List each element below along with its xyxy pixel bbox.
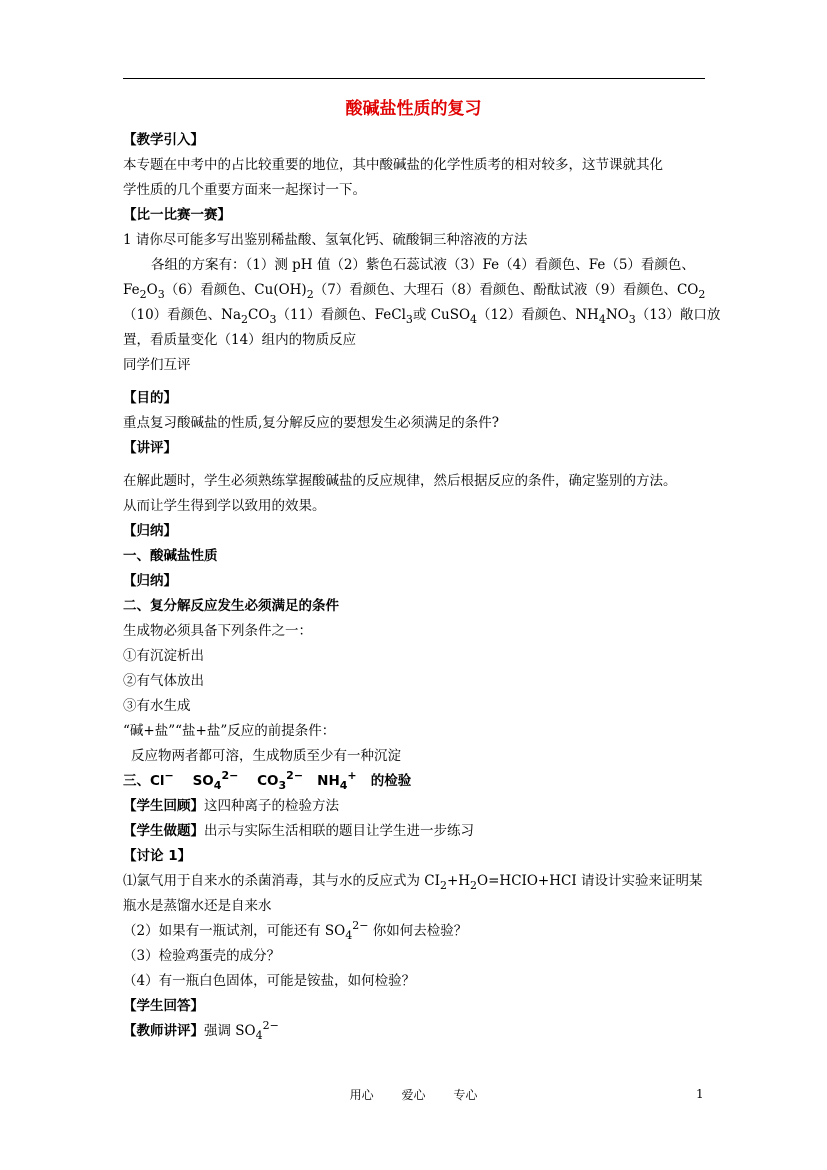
subscript: 4 [339, 779, 348, 792]
paragraph: 在解此题时，学生必须熟练掌握酸碱盐的反应规律，然后根据反应的条件，确定鉴别的方法。 [123, 473, 677, 489]
text-fragment: Fe [123, 282, 140, 298]
footer-word: 爱心 [401, 1088, 426, 1102]
paragraph: 重点复习酸碱盐的性质,复分解反应的要想发生必须满足的条件? [123, 415, 500, 431]
superscript: − [164, 769, 174, 782]
text-fragment: 这四种离子的检验方法 [204, 798, 339, 814]
question-1: 1 请你尽可能多写出鉴别稀盐酸、氢氧化钙、硫酸铜三种溶液的方法 [123, 232, 528, 248]
footer-word: 用心 [349, 1088, 374, 1102]
text-fragment: SO [192, 773, 214, 789]
text-fragment: ⑴氯气用于自来水的杀菌消毒，其与水的反应式为 CI [123, 873, 440, 889]
condition-3: ③有水生成 [123, 698, 191, 714]
subscript: 2 [139, 288, 147, 301]
paragraph: 本专题在中考中的占比较重要的地位，其中酸碱盐的化学性质考的相对较多，这节课就其化 [123, 157, 663, 173]
text-fragment: CO [248, 307, 270, 323]
text-fragment: NH [317, 773, 340, 789]
plans-line-2 [123, 278, 708, 303]
discussion-1-cont: 瓶水是蒸馏水还是自来水 [123, 898, 272, 914]
text-fragment: （11）看颜色、FeCl [276, 307, 406, 323]
section-2: 二、复分解反应发生必须满足的条件 [123, 598, 339, 614]
text-fragment: （10）看颜色、Na [123, 307, 242, 323]
plans-line-1: 各组的方案有：（1）测 pH 值（2）紫色石蕊试液（3）Fe（4）看颜色、Fe（5）看颜色、 [151, 257, 695, 273]
subscript: 4 [345, 929, 353, 942]
subscript: 2 [306, 288, 314, 301]
heading-answer: 【学生回答】 [123, 998, 204, 1014]
subscript: 2 [470, 879, 478, 892]
subscript: 3 [405, 313, 413, 326]
heading-comment: 【讲评】 [123, 440, 177, 456]
subscript: 4 [598, 313, 606, 326]
text-fragment: 三、Cl [123, 773, 165, 789]
peer-review: 同学们互评 [123, 357, 191, 373]
superscript: 2− [221, 769, 239, 782]
condition-2: ②有气体放出 [123, 673, 204, 689]
paragraph: 生成物必须具备下列条件之一： [123, 623, 312, 639]
heading-aim: 【目的】 [123, 390, 177, 406]
text-fragment: 出示与实际生活相联的题目让学生进一步练习 [204, 823, 474, 839]
paragraph: 从而让学生得到学以致用的效果。 [123, 498, 326, 514]
header-rule [123, 78, 705, 79]
heading-summary: 【归纳】 [123, 573, 177, 589]
paragraph: 反应物两者都可溶，生成物质至少有一种沉淀 [131, 748, 401, 764]
superscript: 2− [352, 919, 369, 932]
text-fragment: 强调 SO [204, 1023, 256, 1039]
teacher-line [123, 1019, 708, 1044]
discussion-2 [123, 919, 708, 944]
section-1: 一、酸碱盐性质 [123, 548, 218, 564]
text-fragment: （12）看颜色、NH [477, 307, 599, 323]
subscript: 3 [269, 313, 277, 326]
subscript: 4 [255, 1029, 263, 1042]
discussion-1 [123, 869, 708, 894]
subscript: 3 [157, 288, 165, 301]
discussion-4: （4）有一瓶白色固体，可能是铵盐，如何检验？ [123, 973, 416, 989]
practice-line [123, 819, 708, 844]
subscript: 2 [439, 879, 447, 892]
page-number: 1 [696, 1087, 704, 1101]
heading-practice: 【学生做题】 [123, 823, 204, 839]
subscript: 2 [241, 313, 249, 326]
section-3 [123, 769, 708, 794]
review-line [123, 794, 708, 819]
plans-line-3 [123, 303, 721, 328]
text-fragment: （2）如果有一瓶试剂，可能还有 SO [123, 923, 346, 939]
page-title: 酸碱盐性质的复习 [345, 99, 482, 119]
heading-summary: 【归纳】 [123, 523, 177, 539]
text-fragment: NO [605, 307, 629, 323]
subscript: 3 [628, 313, 636, 326]
heading-teacher: 【教师讲评】 [123, 1023, 204, 1039]
heading-review: 【学生回顾】 [123, 798, 204, 814]
text-fragment: O=HCIO+HCI 请设计实验来证明某 [477, 873, 703, 889]
paragraph: “碱+盐”“盐+盐”反应的前提条件： [123, 723, 336, 739]
text-fragment: 的检验 [370, 773, 412, 789]
plans-line-4: 置，看质量变化（14）组内的物质反应 [123, 332, 357, 348]
footer-word: 专心 [453, 1088, 478, 1102]
text-fragment: +H [446, 873, 471, 889]
text-fragment: （7）看颜色、大理石（8）看颜色、酚酞试液（9）看颜色、CO [313, 282, 699, 298]
subscript: 4 [470, 313, 478, 326]
document-body [123, 128, 721, 1044]
heading-discussion: 【讨论 1】 [123, 848, 192, 864]
heading-compete: 【比一比赛一赛】 [123, 207, 231, 223]
text-fragment: CO [257, 773, 279, 789]
heading-intro: 【教学引入】 [123, 132, 204, 148]
text-fragment: 你如何去检验？ [372, 923, 468, 939]
subscript: 3 [278, 779, 287, 792]
superscript: 2− [262, 1019, 279, 1032]
condition-1: ①有沉淀析出 [123, 648, 204, 664]
text-fragment: 或 CuSO [412, 307, 471, 323]
discussion-3: （3）检验鸡蛋壳的成分？ [123, 948, 281, 964]
superscript: 2− [286, 769, 304, 782]
text-fragment: （6）看颜色、Cu(OH) [164, 282, 307, 298]
superscript: + [347, 769, 357, 782]
subscript: 2 [698, 288, 706, 301]
paragraph: 学性质的几个重要方面来一起探讨一下。 [123, 182, 366, 198]
subscript: 4 [213, 779, 222, 792]
text-fragment: （13）敞口放 [635, 307, 721, 323]
text-fragment: O [146, 282, 158, 298]
